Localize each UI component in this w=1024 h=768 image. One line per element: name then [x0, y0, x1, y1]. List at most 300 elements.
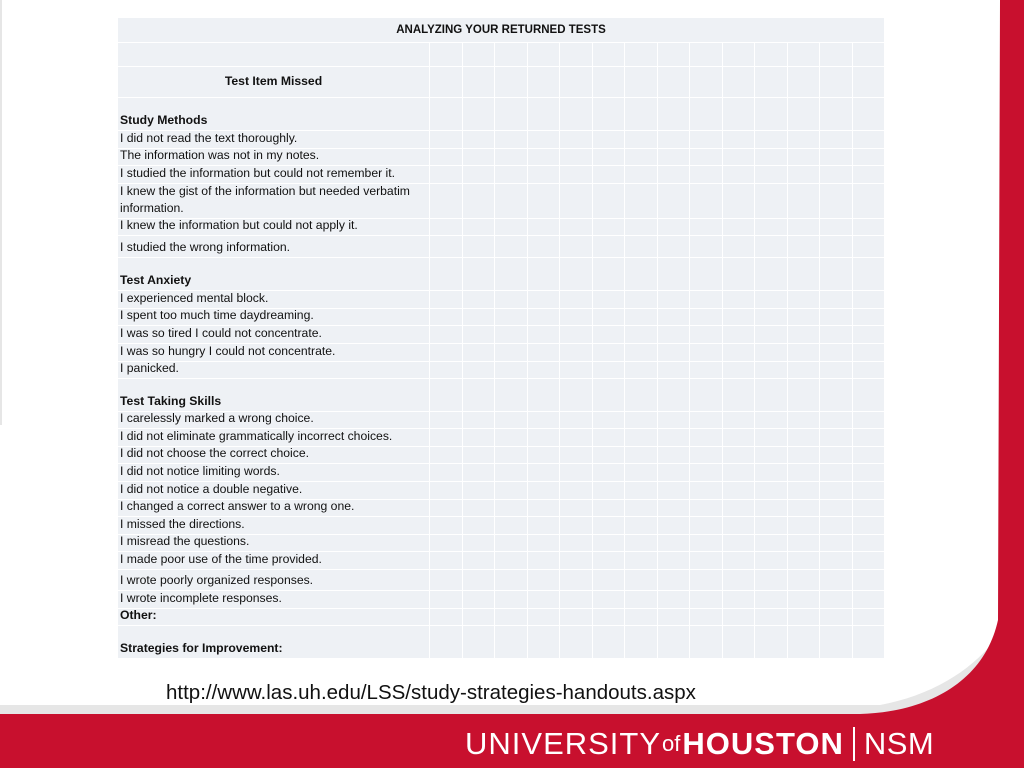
- grid-cell[interactable]: [690, 67, 723, 97]
- grid-cell[interactable]: [528, 412, 561, 428]
- grid-cell[interactable]: [593, 482, 626, 499]
- grid-cell[interactable]: [625, 570, 658, 590]
- grid-cell[interactable]: [463, 236, 496, 257]
- grid-cell[interactable]: [560, 184, 593, 218]
- grid-cell[interactable]: [853, 166, 885, 183]
- grid-cell[interactable]: [463, 258, 496, 290]
- grid-cell[interactable]: [820, 447, 853, 463]
- grid-cell[interactable]: [593, 412, 626, 428]
- grid-cell[interactable]: [788, 626, 821, 658]
- grid-cell[interactable]: [788, 535, 821, 551]
- grid-cell[interactable]: [690, 43, 723, 66]
- grid-cell[interactable]: [788, 344, 821, 361]
- grid-cell[interactable]: [495, 626, 528, 658]
- grid-cell[interactable]: [755, 166, 788, 183]
- handouts-url[interactable]: http://www.las.uh.edu/LSS/study-strategies-handouts.aspx: [166, 681, 696, 704]
- grid-cell[interactable]: [430, 362, 463, 378]
- grid-cell[interactable]: [755, 291, 788, 308]
- grid-cell[interactable]: [430, 258, 463, 290]
- grid-cell[interactable]: [658, 291, 691, 308]
- grid-cell[interactable]: [625, 258, 658, 290]
- grid-cell[interactable]: [593, 344, 626, 361]
- grid-cell[interactable]: [658, 98, 691, 130]
- grid-cell[interactable]: [560, 43, 593, 66]
- grid-cell[interactable]: [690, 464, 723, 481]
- grid-cell[interactable]: [853, 98, 885, 130]
- grid-cell[interactable]: [788, 609, 821, 625]
- grid-cell[interactable]: [625, 500, 658, 516]
- grid-cell[interactable]: [430, 412, 463, 428]
- grid-cell[interactable]: [723, 482, 756, 499]
- grid-cell[interactable]: [820, 535, 853, 551]
- grid-cell[interactable]: [593, 517, 626, 534]
- grid-cell[interactable]: [430, 236, 463, 257]
- grid-cell[interactable]: [528, 236, 561, 257]
- grid-cell[interactable]: [495, 447, 528, 463]
- grid-cell[interactable]: [560, 570, 593, 590]
- grid-cell[interactable]: [853, 326, 885, 343]
- grid-cell[interactable]: [755, 131, 788, 148]
- grid-cell[interactable]: [593, 67, 626, 97]
- grid-cell[interactable]: [788, 482, 821, 499]
- grid-cell[interactable]: [658, 166, 691, 183]
- grid-cell[interactable]: [495, 326, 528, 343]
- grid-cell[interactable]: [593, 535, 626, 551]
- grid-cell[interactable]: [528, 379, 561, 411]
- grid-cell[interactable]: [528, 517, 561, 534]
- grid-cell[interactable]: [755, 184, 788, 218]
- grid-cell[interactable]: [560, 464, 593, 481]
- grid-cell[interactable]: [658, 482, 691, 499]
- grid-cell[interactable]: [820, 258, 853, 290]
- grid-cell[interactable]: [788, 500, 821, 516]
- grid-cell[interactable]: [788, 429, 821, 446]
- grid-cell[interactable]: [658, 591, 691, 608]
- grid-cell[interactable]: [495, 166, 528, 183]
- grid-cell[interactable]: [495, 98, 528, 130]
- grid-cell[interactable]: [755, 552, 788, 569]
- grid-cell[interactable]: [463, 131, 496, 148]
- grid-cell[interactable]: [820, 412, 853, 428]
- grid-cell[interactable]: [463, 379, 496, 411]
- grid-cell[interactable]: [755, 500, 788, 516]
- grid-cell[interactable]: [690, 236, 723, 257]
- grid-cell[interactable]: [690, 98, 723, 130]
- grid-cell[interactable]: [658, 43, 691, 66]
- grid-cell[interactable]: [853, 149, 885, 165]
- grid-cell[interactable]: [788, 379, 821, 411]
- grid-cell[interactable]: [690, 447, 723, 463]
- grid-cell[interactable]: [690, 166, 723, 183]
- grid-cell[interactable]: [528, 447, 561, 463]
- grid-cell[interactable]: [690, 500, 723, 516]
- grid-cell[interactable]: [723, 166, 756, 183]
- grid-cell[interactable]: [723, 535, 756, 551]
- grid-cell[interactable]: [723, 412, 756, 428]
- grid-cell[interactable]: [463, 149, 496, 165]
- grid-cell[interactable]: [853, 429, 885, 446]
- grid-cell[interactable]: [723, 309, 756, 325]
- grid-cell[interactable]: [755, 609, 788, 625]
- grid-cell[interactable]: [625, 131, 658, 148]
- grid-cell[interactable]: [528, 309, 561, 325]
- grid-cell[interactable]: [463, 591, 496, 608]
- grid-cell[interactable]: [463, 344, 496, 361]
- grid-cell[interactable]: [528, 131, 561, 148]
- grid-cell[interactable]: [560, 447, 593, 463]
- grid-cell[interactable]: [788, 166, 821, 183]
- grid-cell[interactable]: [430, 166, 463, 183]
- grid-cell[interactable]: [495, 552, 528, 569]
- grid-cell[interactable]: [658, 626, 691, 658]
- grid-cell[interactable]: [658, 258, 691, 290]
- grid-cell[interactable]: [593, 379, 626, 411]
- grid-cell[interactable]: [690, 517, 723, 534]
- grid-cell[interactable]: [430, 98, 463, 130]
- grid-cell[interactable]: [593, 131, 626, 148]
- grid-cell[interactable]: [658, 344, 691, 361]
- grid-cell[interactable]: [625, 591, 658, 608]
- grid-cell[interactable]: [723, 447, 756, 463]
- grid-cell[interactable]: [528, 291, 561, 308]
- grid-cell[interactable]: [820, 184, 853, 218]
- grid-cell[interactable]: [495, 149, 528, 165]
- grid-cell[interactable]: [593, 309, 626, 325]
- grid-cell[interactable]: [820, 149, 853, 165]
- grid-cell[interactable]: [430, 219, 463, 235]
- grid-cell[interactable]: [820, 500, 853, 516]
- grid-cell[interactable]: [625, 609, 658, 625]
- grid-cell[interactable]: [788, 464, 821, 481]
- grid-cell[interactable]: [625, 447, 658, 463]
- grid-cell[interactable]: [658, 184, 691, 218]
- grid-cell[interactable]: [723, 131, 756, 148]
- grid-cell[interactable]: [723, 379, 756, 411]
- grid-cell[interactable]: [755, 43, 788, 66]
- grid-cell[interactable]: [625, 429, 658, 446]
- grid-cell[interactable]: [625, 166, 658, 183]
- grid-cell[interactable]: [820, 166, 853, 183]
- grid-cell[interactable]: [625, 362, 658, 378]
- grid-cell[interactable]: [853, 379, 885, 411]
- grid-cell[interactable]: [690, 258, 723, 290]
- grid-cell[interactable]: [788, 236, 821, 257]
- grid-cell[interactable]: [625, 43, 658, 66]
- grid-cell[interactable]: [658, 326, 691, 343]
- grid-cell[interactable]: [723, 500, 756, 516]
- grid-cell[interactable]: [528, 326, 561, 343]
- grid-cell[interactable]: [463, 609, 496, 625]
- grid-cell[interactable]: [625, 309, 658, 325]
- grid-cell[interactable]: [430, 67, 463, 97]
- grid-cell[interactable]: [463, 166, 496, 183]
- grid-cell[interactable]: [755, 591, 788, 608]
- grid-cell[interactable]: [853, 219, 885, 235]
- grid-cell[interactable]: [755, 309, 788, 325]
- grid-cell[interactable]: [723, 291, 756, 308]
- grid-cell[interactable]: [625, 219, 658, 235]
- grid-cell[interactable]: [560, 412, 593, 428]
- grid-cell[interactable]: [560, 258, 593, 290]
- grid-cell[interactable]: [853, 362, 885, 378]
- grid-cell[interactable]: [723, 429, 756, 446]
- grid-cell[interactable]: [820, 609, 853, 625]
- grid-cell[interactable]: [495, 131, 528, 148]
- grid-cell[interactable]: [495, 570, 528, 590]
- grid-cell[interactable]: [430, 464, 463, 481]
- grid-cell[interactable]: [463, 429, 496, 446]
- grid-cell[interactable]: [755, 464, 788, 481]
- grid-cell[interactable]: [625, 326, 658, 343]
- grid-cell[interactable]: [625, 344, 658, 361]
- grid-cell[interactable]: [560, 429, 593, 446]
- grid-cell[interactable]: [723, 98, 756, 130]
- grid-cell[interactable]: [820, 344, 853, 361]
- grid-cell[interactable]: [788, 291, 821, 308]
- grid-cell[interactable]: [528, 43, 561, 66]
- grid-cell[interactable]: [723, 326, 756, 343]
- grid-cell[interactable]: [593, 236, 626, 257]
- grid-cell[interactable]: [495, 412, 528, 428]
- grid-cell[interactable]: [820, 429, 853, 446]
- grid-cell[interactable]: [495, 429, 528, 446]
- grid-cell[interactable]: [658, 412, 691, 428]
- grid-cell[interactable]: [658, 464, 691, 481]
- grid-cell[interactable]: [463, 184, 496, 218]
- grid-cell[interactable]: [495, 362, 528, 378]
- grid-cell[interactable]: [723, 609, 756, 625]
- grid-cell[interactable]: [593, 326, 626, 343]
- grid-cell[interactable]: [755, 447, 788, 463]
- grid-cell[interactable]: [690, 626, 723, 658]
- grid-cell[interactable]: [788, 309, 821, 325]
- grid-cell[interactable]: [560, 219, 593, 235]
- grid-cell[interactable]: [495, 219, 528, 235]
- grid-cell[interactable]: [853, 236, 885, 257]
- grid-cell[interactable]: [593, 166, 626, 183]
- grid-cell[interactable]: [560, 98, 593, 130]
- grid-cell[interactable]: [723, 552, 756, 569]
- grid-cell[interactable]: [560, 131, 593, 148]
- grid-cell[interactable]: [755, 258, 788, 290]
- grid-cell[interactable]: [528, 464, 561, 481]
- grid-cell[interactable]: [430, 500, 463, 516]
- grid-cell[interactable]: [820, 309, 853, 325]
- grid-cell[interactable]: [658, 609, 691, 625]
- grid-cell[interactable]: [528, 482, 561, 499]
- grid-cell[interactable]: [788, 67, 821, 97]
- grid-cell[interactable]: [463, 326, 496, 343]
- grid-cell[interactable]: [788, 98, 821, 130]
- grid-cell[interactable]: [853, 626, 885, 658]
- grid-cell[interactable]: [788, 412, 821, 428]
- grid-cell[interactable]: [463, 43, 496, 66]
- grid-cell[interactable]: [690, 326, 723, 343]
- grid-cell[interactable]: [788, 131, 821, 148]
- grid-cell[interactable]: [463, 291, 496, 308]
- grid-cell[interactable]: [625, 184, 658, 218]
- grid-cell[interactable]: [658, 309, 691, 325]
- grid-cell[interactable]: [820, 482, 853, 499]
- grid-cell[interactable]: [690, 429, 723, 446]
- grid-cell[interactable]: [820, 591, 853, 608]
- grid-cell[interactable]: [690, 591, 723, 608]
- grid-cell[interactable]: [528, 184, 561, 218]
- grid-cell[interactable]: [820, 67, 853, 97]
- grid-cell[interactable]: [560, 482, 593, 499]
- grid-cell[interactable]: [463, 570, 496, 590]
- grid-cell[interactable]: [853, 67, 885, 97]
- grid-cell[interactable]: [853, 131, 885, 148]
- grid-cell[interactable]: [430, 344, 463, 361]
- grid-cell[interactable]: [528, 166, 561, 183]
- grid-cell[interactable]: [593, 552, 626, 569]
- grid-cell[interactable]: [528, 552, 561, 569]
- grid-cell[interactable]: [690, 184, 723, 218]
- grid-cell[interactable]: [495, 500, 528, 516]
- grid-cell[interactable]: [625, 517, 658, 534]
- grid-cell[interactable]: [593, 626, 626, 658]
- grid-cell[interactable]: [820, 98, 853, 130]
- grid-cell[interactable]: [853, 570, 885, 590]
- grid-cell[interactable]: [430, 309, 463, 325]
- grid-cell[interactable]: [755, 362, 788, 378]
- grid-cell[interactable]: [788, 184, 821, 218]
- grid-cell[interactable]: [593, 43, 626, 66]
- grid-cell[interactable]: [625, 291, 658, 308]
- grid-cell[interactable]: [560, 517, 593, 534]
- grid-cell[interactable]: [723, 149, 756, 165]
- grid-cell[interactable]: [495, 258, 528, 290]
- grid-cell[interactable]: [788, 326, 821, 343]
- grid-cell[interactable]: [430, 482, 463, 499]
- grid-cell[interactable]: [528, 219, 561, 235]
- grid-cell[interactable]: [495, 379, 528, 411]
- grid-cell[interactable]: [528, 535, 561, 551]
- grid-cell[interactable]: [495, 517, 528, 534]
- grid-cell[interactable]: [820, 326, 853, 343]
- grid-cell[interactable]: [495, 535, 528, 551]
- grid-cell[interactable]: [495, 236, 528, 257]
- grid-cell[interactable]: [755, 149, 788, 165]
- grid-cell[interactable]: [528, 362, 561, 378]
- grid-cell[interactable]: [853, 552, 885, 569]
- grid-cell[interactable]: [853, 344, 885, 361]
- grid-cell[interactable]: [755, 326, 788, 343]
- grid-cell[interactable]: [853, 184, 885, 218]
- grid-cell[interactable]: [430, 131, 463, 148]
- grid-cell[interactable]: [495, 609, 528, 625]
- grid-cell[interactable]: [658, 236, 691, 257]
- grid-cell[interactable]: [788, 219, 821, 235]
- grid-cell[interactable]: [625, 379, 658, 411]
- grid-cell[interactable]: [463, 517, 496, 534]
- grid-cell[interactable]: [495, 482, 528, 499]
- grid-cell[interactable]: [560, 500, 593, 516]
- grid-cell[interactable]: [755, 379, 788, 411]
- grid-cell[interactable]: [853, 517, 885, 534]
- grid-cell[interactable]: [853, 464, 885, 481]
- grid-cell[interactable]: [463, 500, 496, 516]
- grid-cell[interactable]: [658, 67, 691, 97]
- grid-cell[interactable]: [690, 362, 723, 378]
- grid-cell[interactable]: [723, 236, 756, 257]
- grid-cell[interactable]: [495, 591, 528, 608]
- grid-cell[interactable]: [820, 626, 853, 658]
- grid-cell[interactable]: [853, 535, 885, 551]
- grid-cell[interactable]: [723, 67, 756, 97]
- grid-cell[interactable]: [658, 500, 691, 516]
- grid-cell[interactable]: [560, 236, 593, 257]
- grid-cell[interactable]: [625, 98, 658, 130]
- grid-cell[interactable]: [430, 535, 463, 551]
- grid-cell[interactable]: [495, 344, 528, 361]
- grid-cell[interactable]: [690, 344, 723, 361]
- grid-cell[interactable]: [788, 517, 821, 534]
- grid-cell[interactable]: [690, 291, 723, 308]
- grid-cell[interactable]: [495, 43, 528, 66]
- grid-cell[interactable]: [658, 570, 691, 590]
- grid-cell[interactable]: [690, 149, 723, 165]
- grid-cell[interactable]: [528, 591, 561, 608]
- grid-cell[interactable]: [593, 464, 626, 481]
- grid-cell[interactable]: [723, 184, 756, 218]
- grid-cell[interactable]: [560, 166, 593, 183]
- grid-cell[interactable]: [658, 535, 691, 551]
- grid-cell[interactable]: [593, 149, 626, 165]
- grid-cell[interactable]: [820, 362, 853, 378]
- grid-cell[interactable]: [430, 591, 463, 608]
- grid-cell[interactable]: [430, 447, 463, 463]
- grid-cell[interactable]: [658, 219, 691, 235]
- grid-cell[interactable]: [755, 344, 788, 361]
- grid-cell[interactable]: [625, 482, 658, 499]
- grid-cell[interactable]: [690, 570, 723, 590]
- grid-cell[interactable]: [560, 291, 593, 308]
- grid-cell[interactable]: [755, 67, 788, 97]
- grid-cell[interactable]: [690, 219, 723, 235]
- grid-cell[interactable]: [463, 552, 496, 569]
- grid-cell[interactable]: [853, 43, 885, 66]
- grid-cell[interactable]: [560, 362, 593, 378]
- grid-cell[interactable]: [820, 517, 853, 534]
- grid-cell[interactable]: [690, 131, 723, 148]
- grid-cell[interactable]: [593, 258, 626, 290]
- grid-cell[interactable]: [430, 149, 463, 165]
- grid-cell[interactable]: [495, 291, 528, 308]
- grid-cell[interactable]: [788, 43, 821, 66]
- grid-cell[interactable]: [593, 429, 626, 446]
- grid-cell[interactable]: [658, 379, 691, 411]
- grid-cell[interactable]: [625, 67, 658, 97]
- grid-cell[interactable]: [463, 67, 496, 97]
- grid-cell[interactable]: [788, 570, 821, 590]
- grid-cell[interactable]: [853, 591, 885, 608]
- grid-cell[interactable]: [658, 131, 691, 148]
- grid-cell[interactable]: [528, 98, 561, 130]
- grid-cell[interactable]: [463, 482, 496, 499]
- grid-cell[interactable]: [593, 591, 626, 608]
- grid-cell[interactable]: [430, 429, 463, 446]
- grid-cell[interactable]: [495, 67, 528, 97]
- grid-cell[interactable]: [560, 609, 593, 625]
- grid-cell[interactable]: [755, 412, 788, 428]
- grid-cell[interactable]: [625, 149, 658, 165]
- grid-cell[interactable]: [430, 609, 463, 625]
- grid-cell[interactable]: [755, 482, 788, 499]
- grid-cell[interactable]: [430, 517, 463, 534]
- grid-cell[interactable]: [658, 552, 691, 569]
